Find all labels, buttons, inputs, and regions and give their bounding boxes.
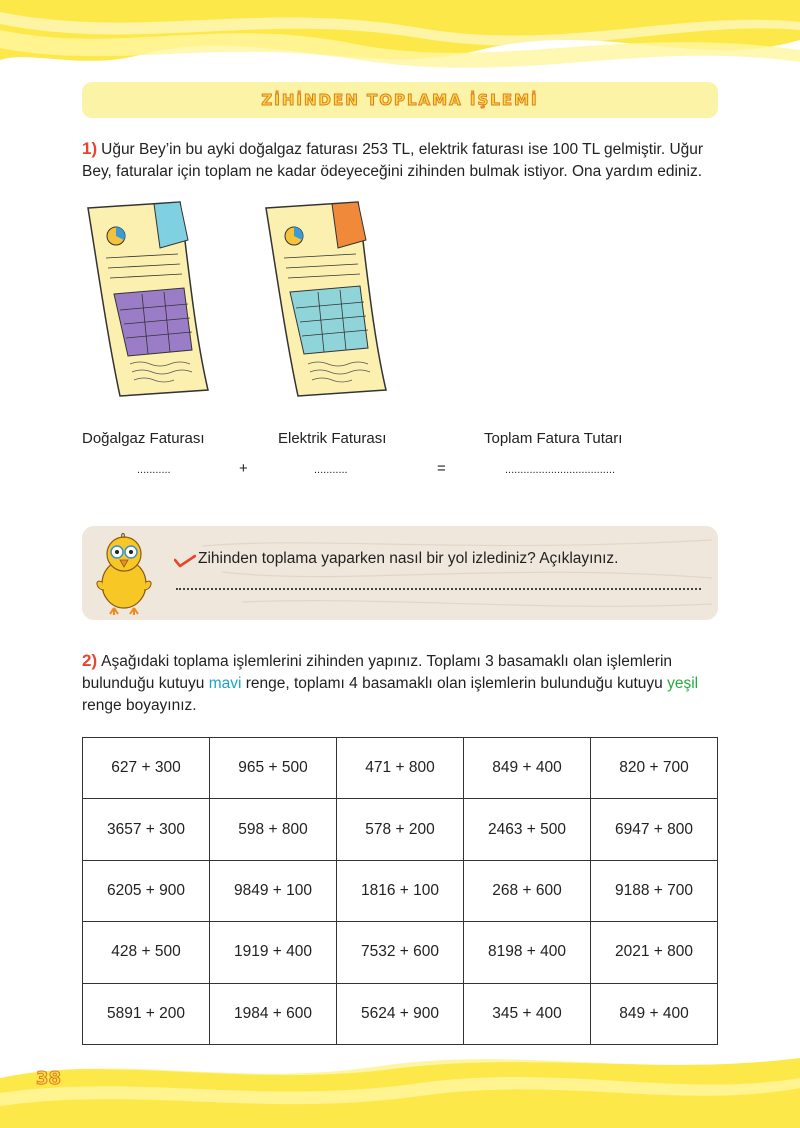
wood-texture — [82, 526, 718, 620]
page-number: 38 — [36, 1068, 62, 1089]
gas-bill-label: Doğalgaz Faturası — [82, 430, 205, 447]
table-cell[interactable]: 598 + 800 — [210, 799, 337, 860]
table-cell[interactable]: 965 + 500 — [210, 738, 337, 799]
tip-question: Zihinden toplama yaparken nasıl bir yol izlediniz? Açıklayınız. — [198, 550, 619, 567]
table-row — [83, 983, 718, 1044]
title-banner — [82, 82, 718, 118]
table-cell[interactable]: 345 + 400 — [464, 983, 591, 1044]
table-cell[interactable]: 1919 + 400 — [210, 922, 337, 983]
tip-answer-line[interactable] — [176, 588, 701, 590]
page-title: ZİHİNDEN TOPLAMA İŞLEMİ — [261, 91, 539, 109]
table-cell[interactable]: 5891 + 200 — [83, 983, 210, 1044]
table-cell[interactable]: 2463 + 500 — [464, 799, 591, 860]
table-cell[interactable]: 1984 + 600 — [210, 983, 337, 1044]
gas-bill-illustration — [84, 200, 214, 400]
table-cell[interactable]: 849 + 400 — [591, 983, 718, 1044]
table-cell[interactable]: 820 + 700 — [591, 738, 718, 799]
total-bill-label: Toplam Fatura Tutarı — [484, 430, 623, 447]
table-cell[interactable]: 849 + 400 — [464, 738, 591, 799]
table-cell[interactable]: 7532 + 600 — [337, 922, 464, 983]
chick-mascot — [92, 530, 156, 616]
table-row — [83, 738, 718, 799]
electric-bill-label: Elektrik Faturası — [278, 430, 387, 447]
question-2-text-c: renge boyayınız. — [82, 697, 197, 714]
question-2-number: 2) — [82, 651, 98, 670]
table-cell[interactable]: 9849 + 100 — [210, 860, 337, 921]
color-word-green: yeşil — [667, 675, 699, 692]
question-1 — [82, 138, 722, 183]
table-row — [83, 922, 718, 983]
table-cell[interactable]: 9188 + 700 — [591, 860, 718, 921]
table-cell[interactable]: 8198 + 400 — [464, 922, 591, 983]
color-word-blue: mavi — [208, 675, 242, 692]
table-cell[interactable]: 6947 + 800 — [591, 799, 718, 860]
gas-amount-blank[interactable]: ........... — [137, 464, 171, 476]
top-wave-decoration — [0, 0, 800, 90]
bottom-wave-decoration — [0, 1038, 800, 1128]
electric-amount-blank[interactable]: ........... — [314, 464, 348, 476]
table-cell[interactable]: 578 + 200 — [337, 799, 464, 860]
table-cell[interactable]: 1816 + 100 — [337, 860, 464, 921]
electric-bill-illustration — [262, 200, 392, 400]
total-amount-blank[interactable]: .................................... — [505, 464, 616, 476]
tip-box — [82, 526, 718, 620]
table-cell[interactable]: 3657 + 300 — [83, 799, 210, 860]
table-cell[interactable]: 268 + 600 — [464, 860, 591, 921]
question-2-text-a: Aşağıdaki toplama işlemlerini zihinden yapınız. Toplamı 3 basamaklı olan işlemlerin bulunduğu kutuyu — [82, 653, 673, 692]
table-cell[interactable]: 6205 + 900 — [83, 860, 210, 921]
table-row — [83, 860, 718, 921]
check-mark-icon — [174, 554, 196, 568]
question-1-text: Uğur Bey’in bu ayki doğalgaz faturası 253 TL, elektrik faturası ise 100 TL gelmiştir. Uğur Bey, faturalar için toplam ne kadar ödeyeceğini zihinden bulmak istiyor. Ona yardım ediniz. — [82, 141, 704, 180]
addition-grid — [82, 737, 718, 1045]
table-cell[interactable]: 5624 + 900 — [337, 983, 464, 1044]
plus-sign: + — [239, 460, 248, 477]
table-cell[interactable]: 471 + 800 — [337, 738, 464, 799]
equals-sign: = — [437, 460, 446, 477]
table-cell[interactable]: 428 + 500 — [83, 922, 210, 983]
question-1-number: 1) — [82, 139, 98, 158]
question-2 — [82, 650, 722, 717]
table-row — [83, 799, 718, 860]
table-cell[interactable]: 2021 + 800 — [591, 922, 718, 983]
question-2-text-b: renge, toplamı 4 basamaklı olan işlemlerin bulunduğu kutuyu — [245, 675, 663, 692]
table-cell[interactable]: 627 + 300 — [83, 738, 210, 799]
